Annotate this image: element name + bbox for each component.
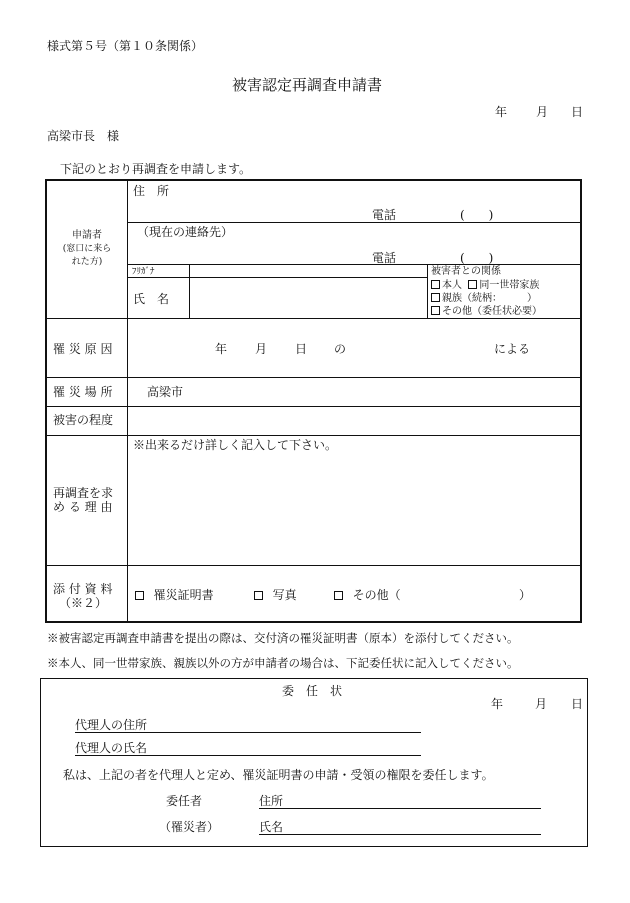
attachment-other-label: その他（ xyxy=(352,588,401,602)
attachments-label-2: （※２） xyxy=(59,596,108,610)
reason-label-2: め る 理 由 xyxy=(53,500,113,514)
disaster-place-value: 高梁市 xyxy=(147,385,184,399)
disaster-cause-day: 日 xyxy=(295,342,308,356)
phone-label-2: 電話 xyxy=(372,251,397,265)
relation-row-3 xyxy=(431,306,542,317)
reason-note: ※出来るだけ詳しく記入して下さい。 xyxy=(133,438,338,452)
damage-degree-field[interactable] xyxy=(129,407,579,434)
attachment-certificate xyxy=(135,589,214,601)
furigana-label: ﾌﾘｶﾞﾅ xyxy=(132,267,155,277)
relation-relative-checkbox[interactable] xyxy=(431,293,440,302)
proxy-year-label: 年 xyxy=(491,697,504,711)
applicant-label-sub1: (窓口に来ら xyxy=(62,244,112,254)
relation-other-label: その他（委任状必要） xyxy=(442,306,542,317)
phone-field-2[interactable]: ( ) xyxy=(460,251,494,265)
agent-address-field[interactable] xyxy=(75,717,421,733)
addressee: 高梁市長 様 xyxy=(47,129,120,143)
form-number: 様式第５号（第１０条関係） xyxy=(47,39,204,53)
disaster-cause-year: 年 xyxy=(215,342,228,356)
applicant-label: 申請者 xyxy=(72,230,102,241)
relation-heading: 被害者との関係 xyxy=(431,266,501,277)
delegator-name-field[interactable] xyxy=(259,819,541,835)
disaster-cause-label: 罹 災 原 因 xyxy=(53,342,113,356)
delegator-sub-label: （罹災者） xyxy=(159,820,220,834)
reason-label-1: 再調査を求 xyxy=(53,486,114,500)
header-day-label: 日 xyxy=(571,105,584,119)
damage-degree-label: 被害の程度 xyxy=(53,413,114,427)
page-title: 被害認定再調査申請書 xyxy=(232,76,383,94)
agent-name-field[interactable] xyxy=(75,740,421,756)
current-contact-label: （現在の連絡先） xyxy=(137,225,234,239)
header-year-label: 年 xyxy=(495,105,508,119)
agent-address-label: 代理人の住所 xyxy=(75,718,148,732)
attachment-certificate-label: 罹災証明書 xyxy=(153,588,214,602)
reason-field[interactable] xyxy=(129,456,579,562)
relation-household-checkbox[interactable] xyxy=(468,280,477,289)
application-form-table xyxy=(45,179,582,623)
delegator-label: 委任者 xyxy=(166,794,203,808)
applicant-label-sub2: れた方) xyxy=(71,257,103,267)
intro-text: 下記のとおり再調査を申請します。 xyxy=(60,162,252,176)
name-label: 氏 名 xyxy=(133,292,170,306)
relation-row-1 xyxy=(431,280,539,291)
proxy-title: 委 任 状 xyxy=(282,684,343,698)
disaster-cause-no: の xyxy=(334,342,347,356)
phone-label: 電話 xyxy=(372,208,397,222)
name-field[interactable] xyxy=(192,280,424,316)
attachment-photo-checkbox[interactable] xyxy=(254,591,263,600)
attachment-other-checkbox[interactable] xyxy=(334,591,343,600)
note-1: ※被害認定再調査申請書を提出の際は、交付済の罹災証明書（原本）を添付してください。 xyxy=(47,631,519,645)
disaster-place-label: 罹 災 場 所 xyxy=(53,385,113,399)
disaster-cause-month: 月 xyxy=(255,342,268,356)
attachment-photo-label: 写真 xyxy=(272,588,297,602)
relation-self-checkbox[interactable] xyxy=(431,280,440,289)
proxy-month-label: 月 xyxy=(535,697,548,711)
relation-relative-label: 親族（続柄： ） xyxy=(442,293,537,304)
relation-other-checkbox[interactable] xyxy=(431,306,440,315)
header-month-label: 月 xyxy=(536,105,549,119)
power-of-attorney-box xyxy=(40,678,588,847)
address-label: 住 所 xyxy=(133,184,170,198)
relation-row-2 xyxy=(431,293,537,304)
proxy-statement: 私は、上記の者を代理人と定め、罹災証明書の申請・受領の権限を委任します。 xyxy=(63,768,494,782)
attachment-certificate-checkbox[interactable] xyxy=(135,591,144,600)
attachment-other xyxy=(334,589,401,601)
disaster-cause-by: による xyxy=(494,342,531,356)
attachment-photo xyxy=(254,589,297,601)
attachments-label-1: 添 付 資 料 xyxy=(53,582,113,596)
address-field[interactable] xyxy=(197,183,417,203)
relation-self-label: 本人 xyxy=(442,280,462,291)
relation-household-label: 同一世帯家族 xyxy=(479,280,540,291)
proxy-day-label: 日 xyxy=(571,697,584,711)
phone-field[interactable]: ( ) xyxy=(460,208,494,222)
delegator-address-label: 住所 xyxy=(259,794,284,808)
delegator-name-label: 氏名 xyxy=(259,820,284,834)
agent-name-label: 代理人の氏名 xyxy=(75,741,148,755)
delegator-address-field[interactable] xyxy=(259,793,541,809)
note-2: ※本人、同一世帯家族、親族以外の方が申請者の場合は、下記委任状に記入してください。 xyxy=(47,656,519,670)
attachment-other-close: ） xyxy=(519,588,532,602)
